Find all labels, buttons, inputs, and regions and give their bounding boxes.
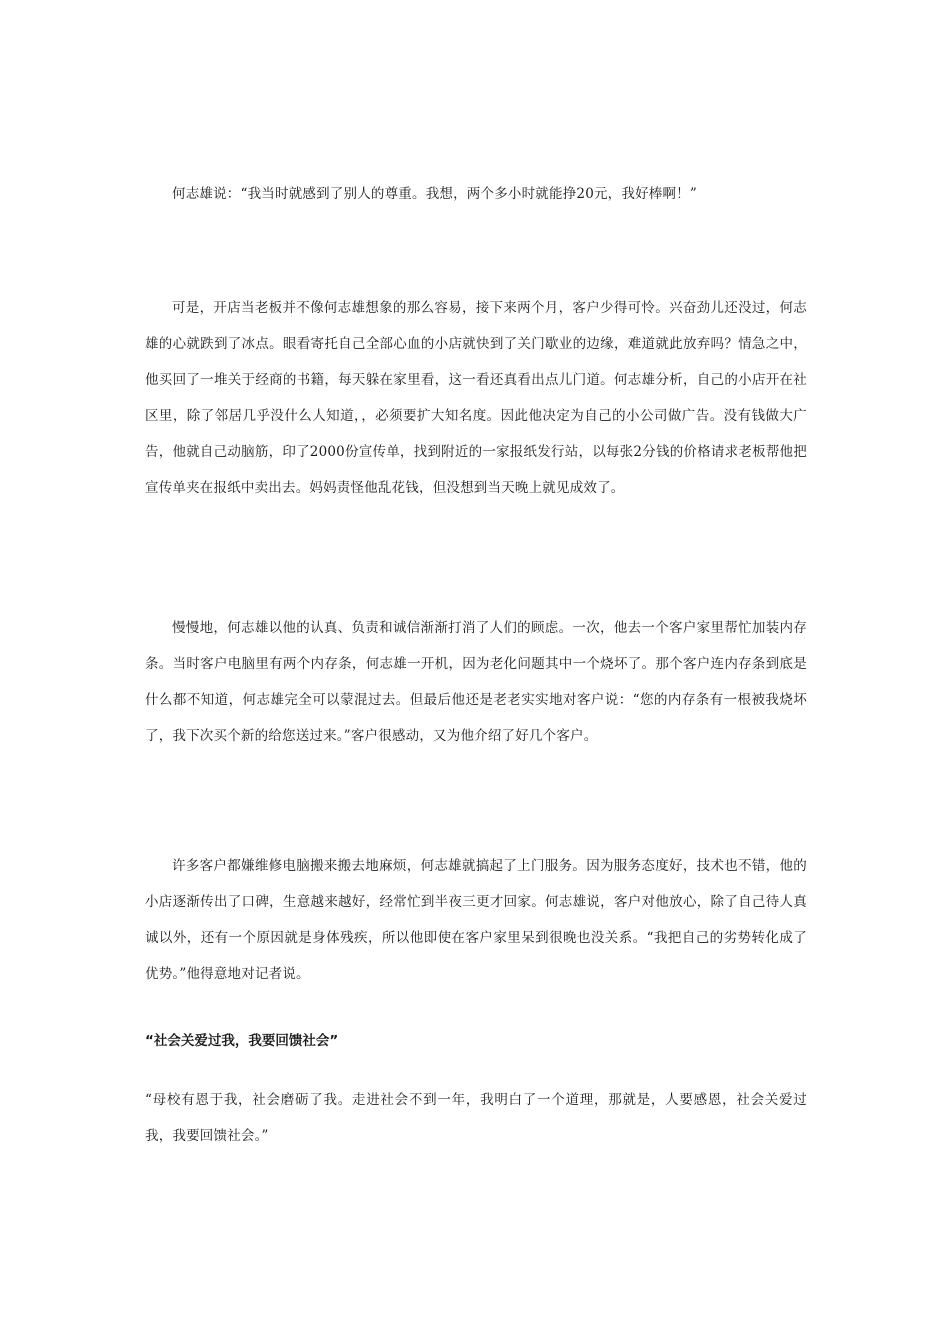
section-heading: “社会关爱过我，我要回馈社会” <box>145 1033 339 1049</box>
paragraph-home-service: 许多客户都嫌维修电脑搬来搬去地麻烦，何志雄就搞起了上门服务。因为服务态度好，技术也不错，他的小店逐渐传出了口碑，生意越来越好，经常忙到半夜三更才回家。何志雄说，客户对他放心，除了自己待人真诚以外，还有一个原因就是身体残疾，所以他即使在客户家里呆到很晚也没关系。“我把自己的劣势转化成了优势。”他得意地对记者说。 <box>145 858 807 982</box>
paragraph-quote-respect: 何志雄说：“我当时就感到了别人的尊重。我想，两个多小时就能挣20元，我好棒啊！” <box>172 186 697 202</box>
paragraph-give-back: “母校有恩于我，社会磨砺了我。走进社会不到一年，我明白了一个道理，那就是，人要感恩，社会关爱过我，我要回馈社会。” <box>145 1092 807 1144</box>
paragraph-shop-struggle: 可是，开店当老板并不像何志雄想象的那么容易，接下来两个月，客户少得可怜。兴奋劲儿还没过，何志雄的心就跌到了冰点。眼看寄托自己全部心血的小店就快到了关门歇业的边缘，难道就此放弃吗？情急之中，他买回了一堆关于经商的书籍，每天躲在家里看，这一看还真看出点儿门道。何志雄分析，自己的小店开在社区里，除了邻居几乎没什么人知道，，必须要扩大知名度。因此他决定为自己的小公司做广告。没有钱做大广告，他就自己动脑筋，印了2000份宣传单，找到附近的一家报纸发行站，以每张2分钱的价格请求老板帮他把宣传单夹在报纸中卖出去。妈妈责怪他乱花钱，但没想到当天晚上就见成效了。 <box>145 300 807 496</box>
paragraph-honesty: 慢慢地，何志雄以他的认真、负责和诚信渐渐打消了人们的顾虑。一次，他去一个客户家里帮忙加装内存条。当时客户电脑里有两个内存条，何志雄一开机，因为老化问题其中一个烧坏了。那个客户连内存条到底是什么都不知道，何志雄完全可以蒙混过去。但最后他还是老老实实地对客户说：“您的内存条有一根被我烧坏了，我下次买个新的给您送过来。”客户很感动，又为他介绍了好几个客户。 <box>145 620 807 744</box>
